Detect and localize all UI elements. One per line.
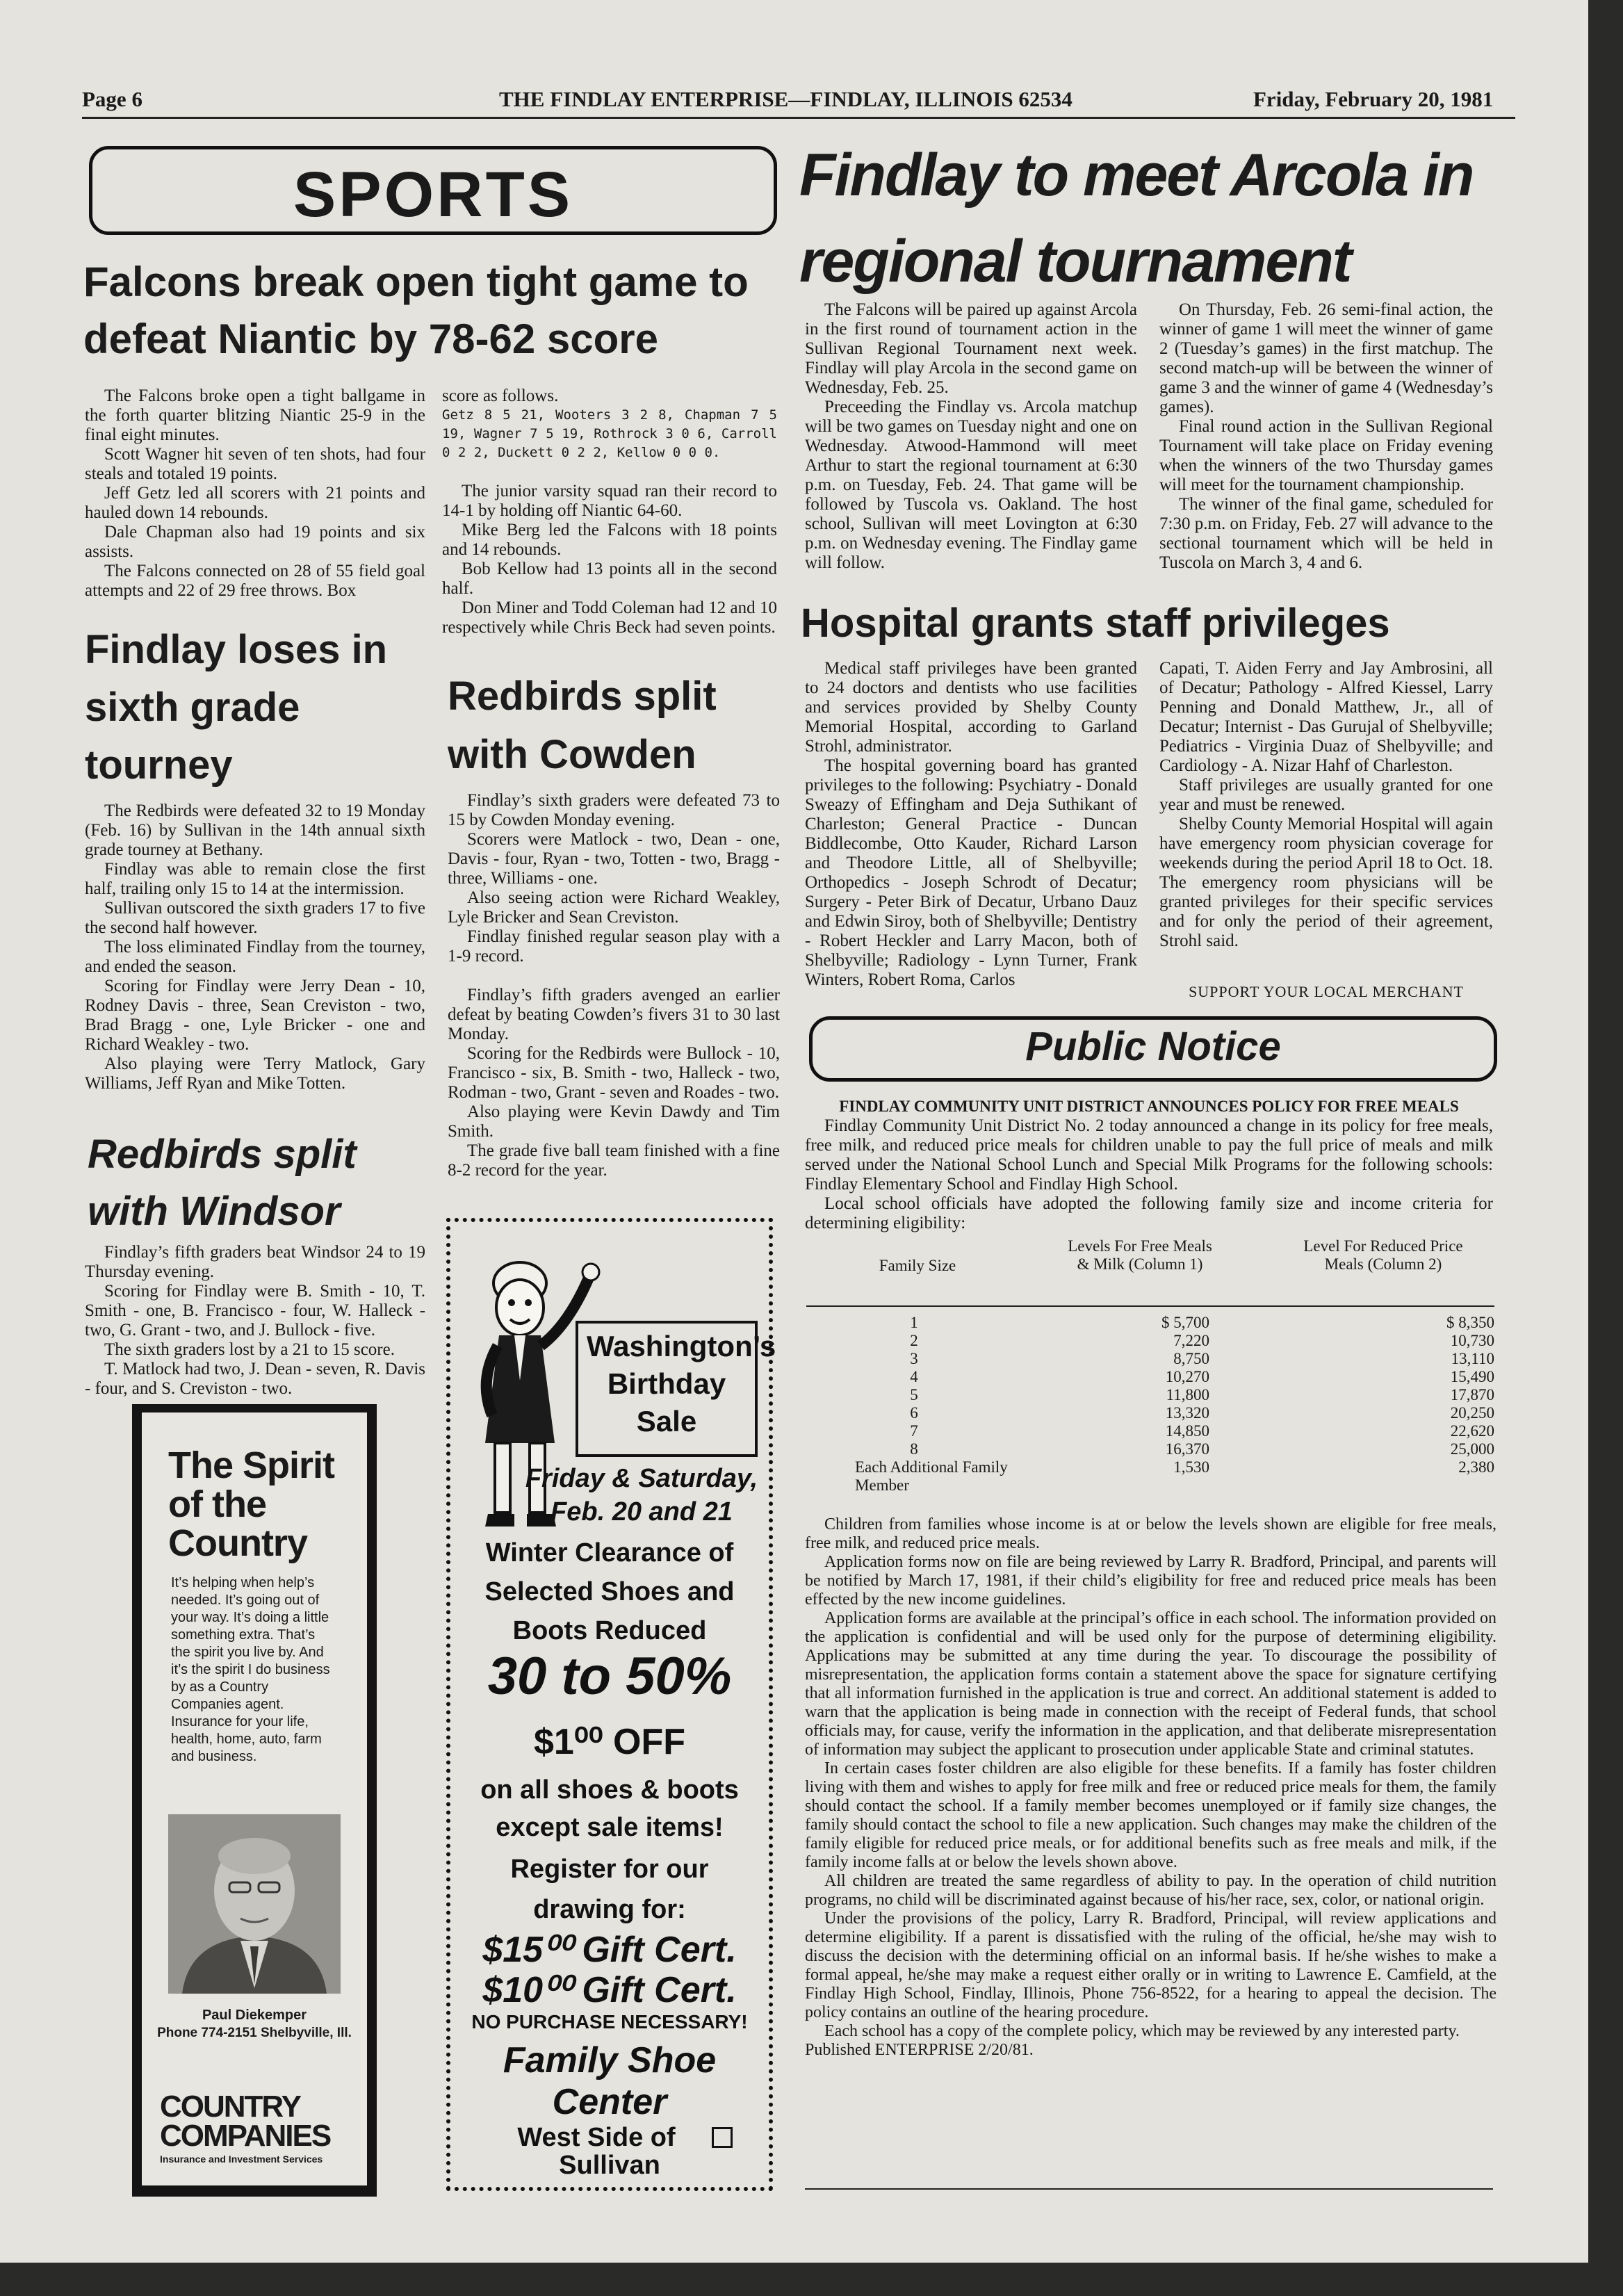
table-row bbox=[806, 1422, 1494, 1440]
paper-title: THE FINDLAY ENTERPRISE—FINDLAY, ILLINOIS 62534 bbox=[499, 87, 1073, 111]
paragraph: Scorers were Matlock - two, Dean - one, Davis - four, Ryan - two, Totten - two, Bragg - three, Williams - one. bbox=[448, 830, 780, 888]
paragraph: In certain cases foster children are also eligible for these benefits. If a family has foster children living with them and wishes to apply for free milk and free or reduced price meals for them, the family should contact the school. If a family member becomes unemployed or if family size changes, the family should contact the school to file a new application. Such changes may make the children of the family eligible for reduced price meals, or for additional benefits such as free meals and milk, if the family income falls at or below the levels shown above. bbox=[805, 1759, 1496, 1871]
cell: 6 bbox=[910, 1404, 918, 1422]
cell: 2 bbox=[910, 1332, 918, 1349]
paragraph: Findlay’s fifth graders avenged an earlier defeat by beating Cowden’s fivers 31 to 30 last Monday. bbox=[448, 986, 780, 1043]
cell: $ 5,700 bbox=[1161, 1314, 1209, 1331]
findlay-loses-headline: Findlay loses in sixth grade tourney bbox=[85, 627, 388, 788]
table-row bbox=[806, 1350, 1494, 1368]
sale-dollar-off: $1⁰⁰ OFF bbox=[534, 1722, 685, 1762]
cell: 7 bbox=[910, 1422, 918, 1440]
falcons-col2 bbox=[442, 386, 777, 637]
paragraph: Capati, T. Aiden Ferry and Jay Ambrosini, all of Decatur; Pathology - Alfred Kiessel, Larry Penning and Donald Matthew, Jr., all of Decatur; Internist - Das Gurujal of Shelbyville; Pediatrics - Virginia Duaz of Shelbyville; and Cardiology - A. Nizar Hahf of Charleston. bbox=[1159, 659, 1493, 775]
store-town: Sullivan bbox=[559, 2151, 660, 2180]
hospital-col1 bbox=[805, 659, 1137, 990]
gift-cert-15: $15⁰⁰ Gift Cert. bbox=[482, 1930, 737, 1970]
paragraph: The hospital governing board has granted privileges to the following: Psychiatry - Donald Sweazy of Effingham and Deja Suthikant of Charleston; General Practice - Duncan Biddlecombe, Otto Kauder, Richard Larson and Theodore Little, all of Shelbyville; Orthopedics - Joseph Schrodt of Decatur; Surgery - Peter Birk of Decatur, Urbano Dauz and Edwin Siroy, both of Shelbyville; Dentistry - Robert Heckler and Larry Macon, both of Shelbyville; Radiology - Lynn Turner, Frank Winters, Robert Roma, Carlos bbox=[805, 756, 1137, 989]
box-score: Getz 8 5 21, Wooters 3 2 8, Chapman 7 5 19, Wagner 7 5 19, Rothrock 3 0 6, Carroll 0 2 2, Duckett 0 2 2, Kellow 0 0 0. bbox=[442, 407, 777, 460]
agent-photo bbox=[168, 1814, 341, 1994]
windsor-body bbox=[85, 1243, 425, 1399]
country-ad bbox=[132, 1404, 377, 2197]
paragraph: Application forms are available at the principal’s office in each school. The information provided on the application is confidential and will be used only for the purpose of determining eligibility. Applications may be submitted at any time during the year. To discourage the possibility of misrepresentation, the application forms contain a statement above the space for signature certifying that all information furnished in the application is true and correct. An additional statement is added to warn that the application is being made in connection with the receipt of Federal funds, that school officials may, for cause, verify the information in the application, and that deliberate misrepresentation of information may subject the applicant to prosecution under applicable State and criminal statutes. bbox=[805, 1609, 1496, 1759]
paragraph: Staff privileges are usually granted for one year and must be renewed. bbox=[1159, 776, 1493, 814]
paragraph: Findlay finished regular season play with a 1-9 record. bbox=[448, 927, 780, 966]
cell: 1 bbox=[910, 1314, 918, 1331]
cowden-body bbox=[448, 791, 780, 1180]
table-row bbox=[806, 1458, 1494, 1495]
country-logo-line1: COUNTRY bbox=[160, 2090, 300, 2124]
paragraph: Don Miner and Todd Coleman had 12 and 10 respectively while Chris Beck had seven points. bbox=[442, 599, 777, 637]
support-merchant: SUPPORT YOUR LOCAL MERCHANT bbox=[1189, 983, 1464, 1000]
paragraph: Local school officials have adopted the following family size and income criteria for determining eligibility: bbox=[805, 1194, 1493, 1232]
paragraph: Findlay’s fifth graders beat Windsor 24 to 19 Thursday evening. bbox=[85, 1243, 425, 1281]
paragraph: The Falcons connected on 28 of 55 field goal attempts and 22 of 29 free throws. Box bbox=[85, 562, 425, 600]
paragraph: The winner of the final game, scheduled for 7:30 p.m. on Friday, Feb. 27 will advance to the sectional tournament which will be held in Tuscola on March 3, 4 and 6. bbox=[1159, 495, 1493, 572]
cell: 15,490 bbox=[1450, 1368, 1494, 1385]
country-logo-line2: COMPANIES bbox=[160, 2119, 331, 2153]
cell: 25,000 bbox=[1450, 1440, 1494, 1458]
paragraph: Final round action in the Sullivan Regional Tournament will take place on Friday evening when the winners of the two Thursday games will meet for the tournament championship. bbox=[1159, 417, 1493, 494]
agent-name: Paul Diekemper bbox=[202, 2008, 307, 2023]
issue-date: Friday, February 20, 1981 bbox=[1253, 87, 1494, 111]
paragraph: Bob Kellow had 13 points all in the second half. bbox=[442, 560, 777, 598]
paragraph: The loss eliminated Findlay from the tourney, and ended the season. bbox=[85, 938, 425, 976]
cell: 11,800 bbox=[1166, 1386, 1209, 1403]
cell: 10,730 bbox=[1450, 1332, 1494, 1349]
cell: 1,530 bbox=[1173, 1458, 1209, 1476]
arcola-headline: Findlay to meet Arcola in regional tournament bbox=[799, 142, 1474, 295]
cell: 8 bbox=[910, 1440, 918, 1458]
cell: 17,870 bbox=[1450, 1386, 1494, 1403]
sale-dates: Friday & Saturday, Feb. 20 and 21 bbox=[525, 1464, 758, 1526]
paragraph: score as follows. bbox=[442, 386, 559, 405]
cell: 10,270 bbox=[1165, 1368, 1209, 1385]
cell: 13,320 bbox=[1165, 1404, 1209, 1422]
page-number: Page 6 bbox=[82, 87, 142, 111]
table-row bbox=[806, 1368, 1494, 1386]
paragraph: The junior varsity squad ran their record to 14-1 by holding off Niantic 64-60. bbox=[442, 482, 777, 520]
location-box-icon bbox=[712, 2127, 733, 2148]
cell: 13,110 bbox=[1451, 1350, 1494, 1367]
bottom-rule bbox=[805, 2188, 1493, 2190]
findlay-loses-body bbox=[85, 801, 425, 1093]
notice-intro bbox=[805, 1097, 1493, 1233]
windsor-headline: Redbirds split with Windsor bbox=[88, 1132, 357, 1234]
table-row bbox=[806, 1440, 1494, 1458]
paragraph: Findlay Community Unit District No. 2 today announced a change in its policy for free meals, free milk, and reduced price meals for children unable to pay the full price of meals and milk served under the National School Lunch and Special Milk Programs for the following schools: Findlay Elementary School and Findlay High School. bbox=[805, 1116, 1493, 1194]
paragraph: Findlay’s sixth graders were defeated 73 to 15 by Cowden Monday evening. bbox=[448, 791, 780, 829]
sale-clearance: Winter Clearance of Selected Shoes and Boots Reduced bbox=[484, 1538, 735, 1645]
table-row bbox=[806, 1332, 1494, 1350]
table-col-reduced: Level For Reduced Price Meals (Column 2) bbox=[1303, 1237, 1463, 1273]
sale-title: Washington’s Birthday Sale bbox=[587, 1330, 776, 1438]
shoe-ad bbox=[446, 1218, 776, 2191]
cell: 7,220 bbox=[1173, 1332, 1209, 1349]
falcons-headline: Falcons break open tight game to defeat Niantic by 78-62 score bbox=[83, 259, 749, 362]
agent-phone: Phone 774-2151 Shelbyville, Ill. bbox=[157, 2026, 352, 2040]
paragraph: Dale Chapman also had 19 points and six assists. bbox=[85, 523, 425, 561]
country-logo-tagline: Insurance and Investment Services bbox=[160, 2153, 323, 2165]
masthead-rule bbox=[82, 117, 1515, 119]
notice-subhead: FINDLAY COMMUNITY UNIT DISTRICT ANNOUNCES POLICY FOR FREE MEALS bbox=[839, 1098, 1459, 1115]
paragraph: The Redbirds were defeated 32 to 19 Monday (Feb. 16) by Sullivan in the 14th annual sixth grade tourney at Bethany. bbox=[85, 801, 425, 859]
arcola-col1 bbox=[805, 300, 1137, 573]
falcons-col1 bbox=[85, 386, 425, 601]
paragraph: Also seeing action were Richard Weakley, Lyle Bricker and Sean Creviston. bbox=[448, 888, 780, 927]
cowden-headline: Redbirds split with Cowden bbox=[448, 674, 717, 777]
paragraph: Sullivan outscored the sixth graders 17 to five the second half however. bbox=[85, 899, 425, 937]
cell: 14,850 bbox=[1165, 1422, 1209, 1440]
paragraph: Scoring for the Redbirds were Bullock - 10, Francisco - six, B. Smith - two, Halleck - two, Rodman - two, Grant - seven and Roades - two. bbox=[448, 1044, 780, 1102]
gift-cert-10: $10⁰⁰ Gift Cert. bbox=[482, 1970, 737, 2010]
table-row bbox=[806, 1386, 1494, 1404]
country-ad-title: The Spirit of the Country bbox=[168, 1444, 335, 1564]
notice-body bbox=[805, 1515, 1496, 2060]
paragraph: Under the provisions of the policy, Larry R. Bradford, Principal, will review applications and determine eligibility. If a parent is dissatisfied with the ruling of the official, he/she may wish to discuss the decision with the determining official on an informal basis. If he/she wishes to make a formal appeal, he/she may make a request either orally or in writing to Lawrence E. Camfield, at the Findlay High School, Findlay, Illinois, Phone 756-8522, for a hearing to appeal the decision. The policy contains an outline of the hearing procedure. bbox=[805, 1910, 1496, 2021]
paragraph: Findlay was able to remain close the first half, trailing only 15 to 14 at the intermission. bbox=[85, 860, 425, 898]
paragraph: The sixth graders lost by a 21 to 15 score. bbox=[104, 1340, 395, 1359]
published-line: Published ENTERPRISE 2/20/81. bbox=[805, 2041, 1034, 2059]
cell: 8,750 bbox=[1173, 1350, 1209, 1367]
paragraph: Jeff Getz led all scorers with 21 points and hauled down 14 rebounds. bbox=[85, 484, 425, 522]
paragraph: Scoring for Findlay were Jerry Dean - 10, Rodney Davis - three, Sean Creviston - two, Brad Bragg - one, Lyle Bricker - one and Richard Weakley - two. bbox=[85, 977, 425, 1054]
paragraph: Scoring for Findlay were B. Smith - 10, T. Smith - one, B. Francisco - four, W. Halleck - two, G. Grant - two, and J. Bullock - five. bbox=[85, 1282, 425, 1340]
paragraph: Also playing were Terry Matlock, Gary Williams, Jeff Ryan and Mike Totten. bbox=[85, 1055, 425, 1093]
cell: 5 bbox=[910, 1386, 918, 1403]
table-col-free: Levels For Free Meals & Milk (Column 1) bbox=[1068, 1237, 1212, 1273]
cell: Each Additional Family Member bbox=[855, 1458, 1008, 1494]
paragraph: Medical staff privileges have been granted to 24 doctors and dentists who use facilities and services provided by Shelby County Memorial Hospital, according to Garland Strohl, administrator. bbox=[805, 659, 1137, 756]
paragraph: Each school has a copy of the complete policy, which may be reviewed by any interested party. bbox=[824, 2022, 1460, 2040]
paragraph: Application forms now on file are being reviewed by Larry R. Bradford, Principal, and parents will be notified by March 17, 1981, if their child’s eligibility for free and reduced price meals has been effected by the new income guidelines. bbox=[805, 1553, 1496, 1609]
cell: 22,620 bbox=[1450, 1422, 1494, 1440]
paragraph: Scott Wagner hit seven of ten shots, had four steals and totaled 19 points. bbox=[85, 445, 425, 483]
cell: 20,250 bbox=[1450, 1404, 1494, 1422]
arcola-col2 bbox=[1159, 300, 1493, 573]
cell: 2,380 bbox=[1458, 1458, 1494, 1476]
paragraph: Preceeding the Findlay vs. Arcola matchup will be two games on Tuesday night and one on Wednesday. Atwood-Hammond will meet Arthur to start the regional tournament at 6:30 p.m. on Tuesday, Feb. 24. That game will be followed by Tuscola vs. Oakland. The host school, Sullivan will meet Lovington at 6:30 p.m. on Wednesday evening. The Findlay game will follow. bbox=[805, 398, 1137, 572]
hospital-col2 bbox=[1159, 659, 1493, 951]
paragraph: The grade five ball team finished with a fine 8-2 record for the year. bbox=[448, 1141, 780, 1180]
cell: 3 bbox=[910, 1350, 918, 1367]
paragraph: Mike Berg led the Falcons with 18 points and 14 rebounds. bbox=[442, 521, 777, 559]
cell: $ 8,350 bbox=[1446, 1314, 1494, 1331]
country-ad-body: It’s helping when help’s needed. It’s going out of your way. It’s doing a little something extra. That’s the spirit you live by. And it’s the spirit I do business by as a Country Companies agent. Insurance for your life, health, home, auto, farm and business. bbox=[171, 1575, 330, 1764]
paragraph: Shelby County Memorial Hospital will again have emergency room physician coverage for weekends during the period April 18 to Oct. 18. The emergency room physicians will be granted privileges for their specific services and for only the period of their agreement, Strohl said. bbox=[1159, 815, 1493, 950]
paragraph: Also playing were Kevin Dawdy and Tim Smith. bbox=[448, 1102, 780, 1141]
sale-discount: 30 to 50% bbox=[487, 1647, 732, 1706]
paragraph: Children from families whose income is at or below the levels shown are eligible for free meals, free milk, and reduced price meals. bbox=[805, 1515, 1496, 1552]
public-notice-title: Public Notice bbox=[1025, 1024, 1281, 1069]
paragraph: The Falcons broke open a tight ballgame in the forth quarter blitzing Niantic 25-9 in the final eight minutes. bbox=[85, 386, 425, 444]
paragraph: The Falcons will be paired up against Arcola in the first round of tournament action in the Sullivan Regional Tournament next week. Findlay will play Arcola in the second game on Wednesday, Feb. 25. bbox=[805, 300, 1137, 397]
income-table bbox=[806, 1314, 1494, 1495]
cell: 4 bbox=[910, 1368, 918, 1385]
table-row bbox=[806, 1314, 1494, 1332]
sports-label: SPORTS bbox=[293, 159, 573, 230]
cell: 16,370 bbox=[1165, 1440, 1209, 1458]
sale-register: Register for our drawing for: bbox=[510, 1855, 709, 1924]
store-name: Family Shoe Center bbox=[503, 2040, 717, 2122]
table-col-family-size: Family Size bbox=[879, 1257, 956, 1274]
table-row bbox=[806, 1404, 1494, 1422]
income-table-grid bbox=[806, 1314, 1494, 1495]
no-purchase: NO PURCHASE NECESSARY! bbox=[471, 2011, 748, 2033]
hospital-headline: Hospital grants staff privileges bbox=[801, 601, 1390, 646]
table-rule bbox=[806, 1305, 1494, 1307]
store-location: West Side of bbox=[517, 2123, 676, 2152]
paragraph: T. Matlock had two, J. Dean - seven, R. Davis - four, and S. Creviston - two. bbox=[85, 1360, 425, 1398]
sale-off-detail: on all shoes & boots except sale items! bbox=[480, 1775, 739, 1842]
paragraph: All children are treated the same regardless of ability to pay. In the operation of child nutrition programs, no child will be discriminated against because of his/her race, sex, color, or national origin. bbox=[805, 1872, 1496, 1909]
paragraph: On Thursday, Feb. 26 semi-final action, the winner of game 1 will meet the winner of game 2 (Tuesday’s games) in the first matchup. The second match-up will be between the winner of game 3 and the winner of game 4 (Wednesday’s games). bbox=[1159, 300, 1493, 416]
